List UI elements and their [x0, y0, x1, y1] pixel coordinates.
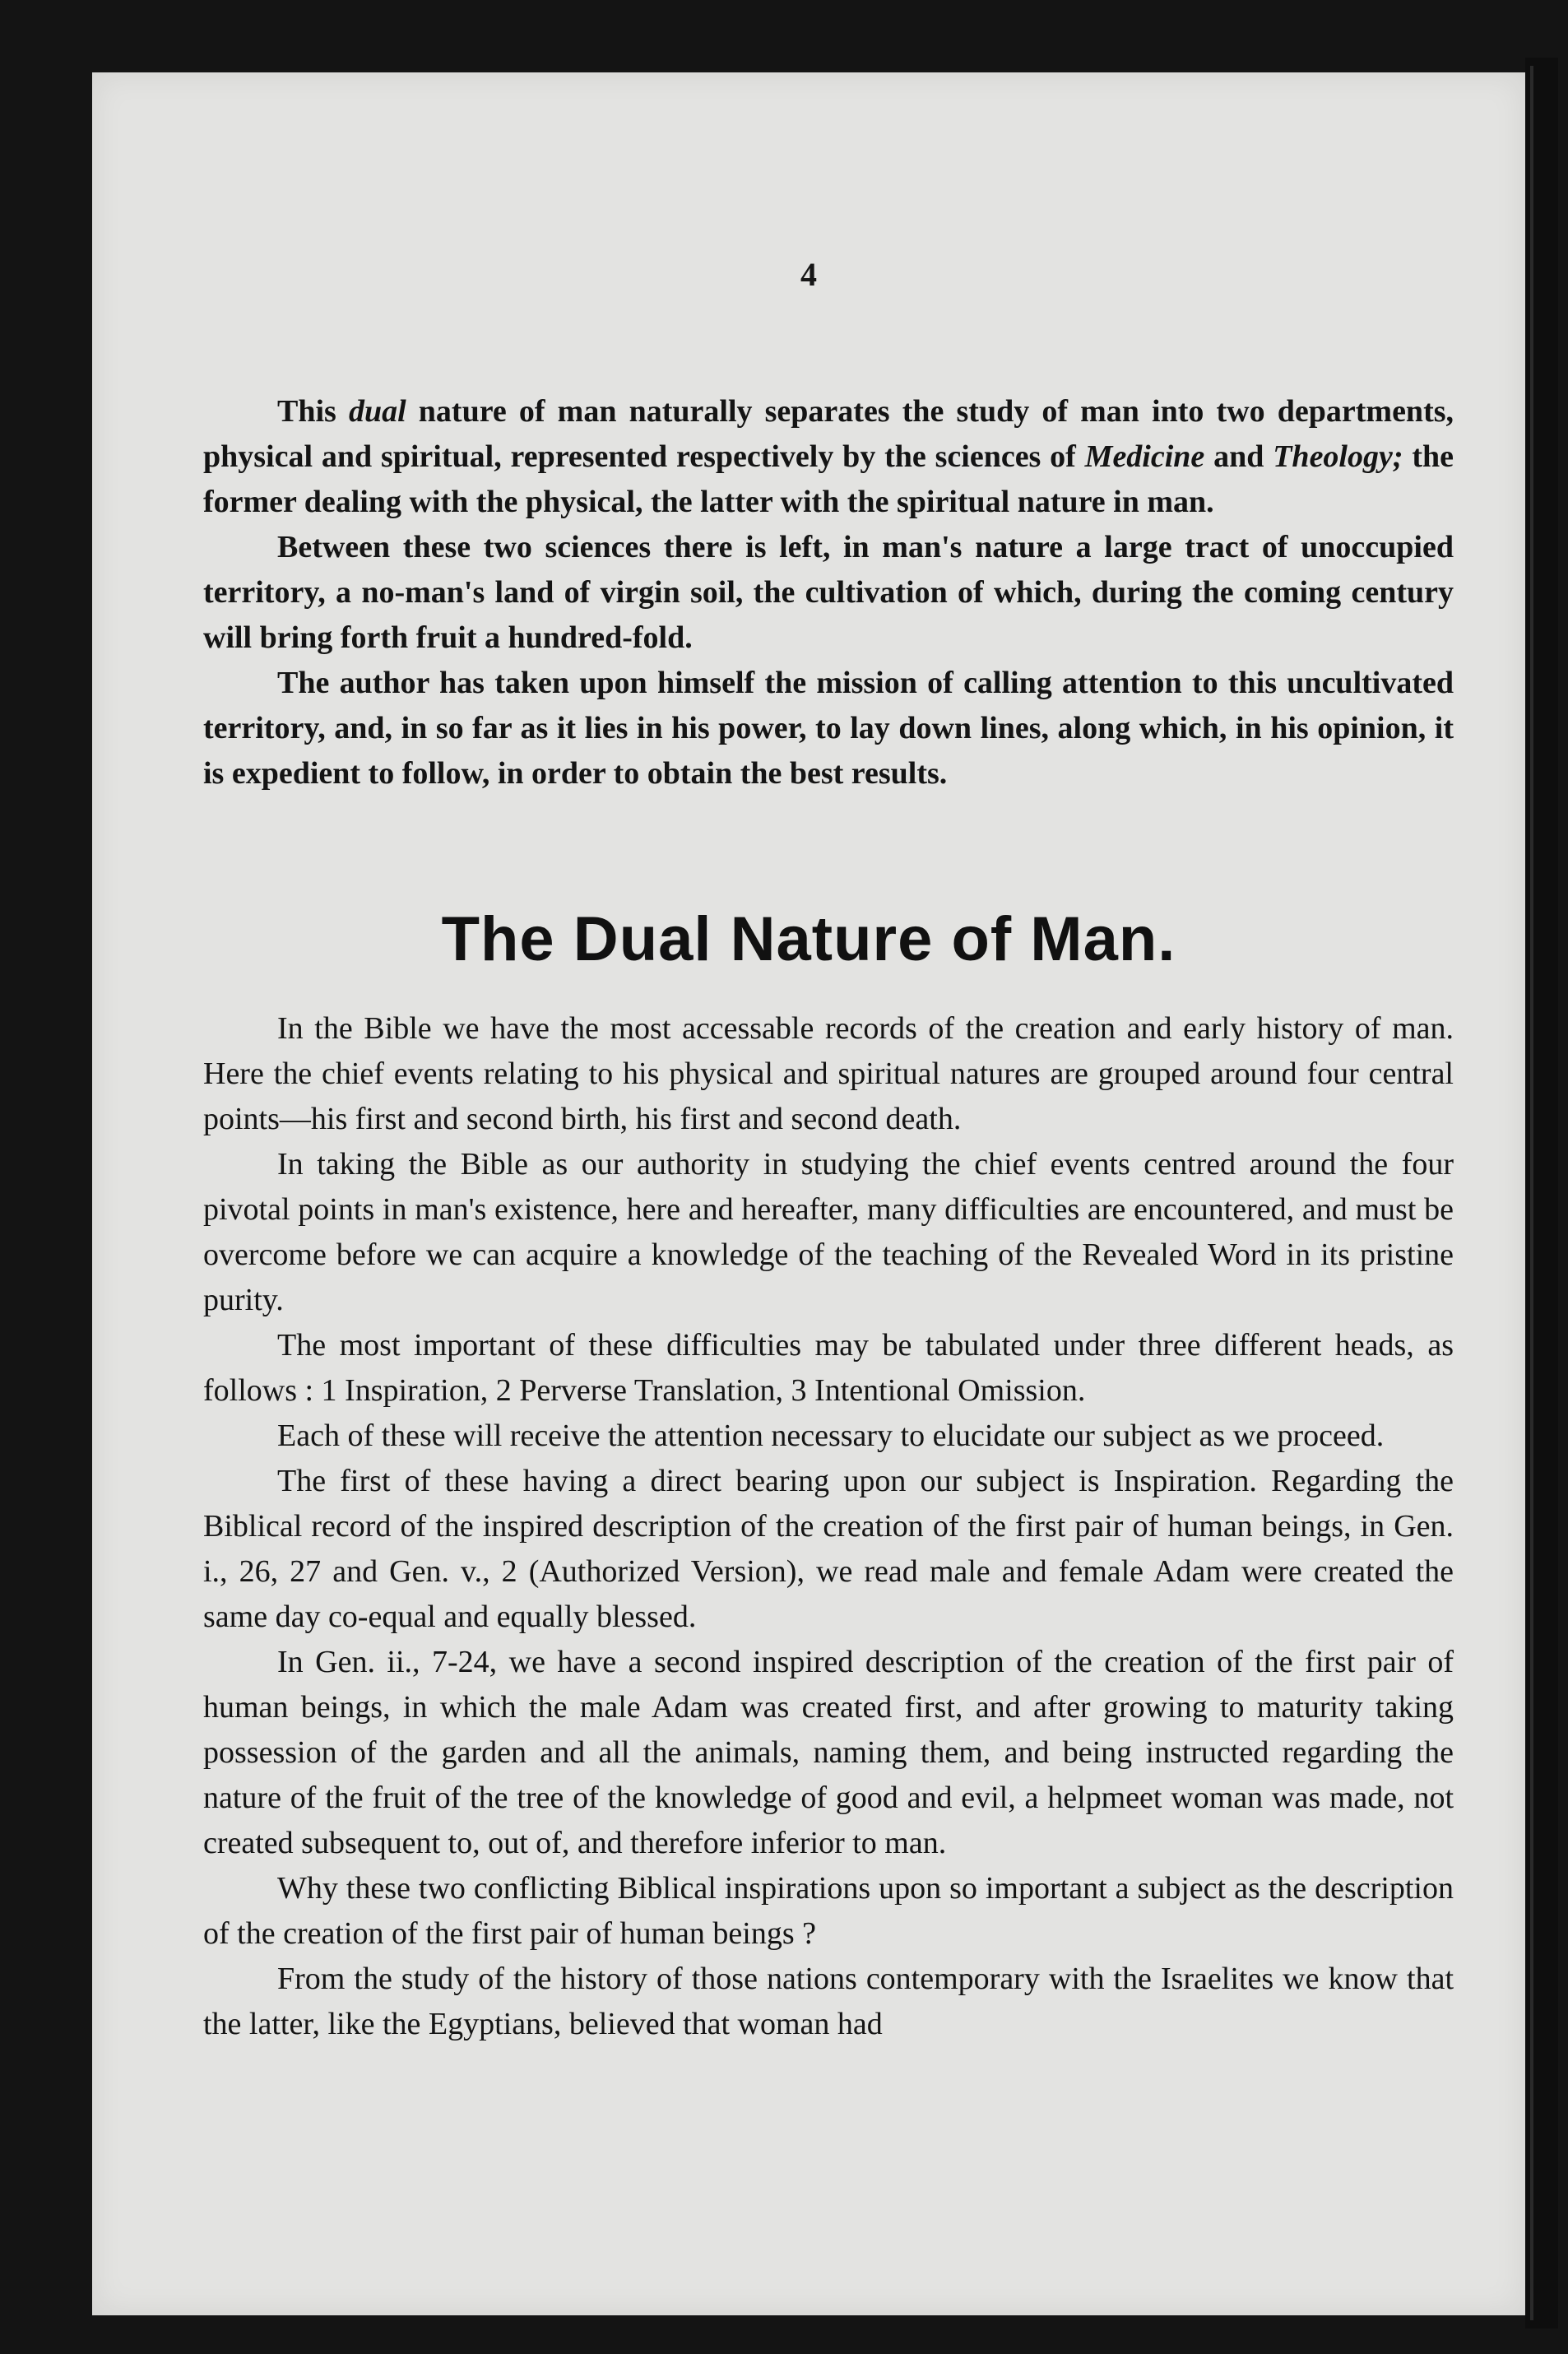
intro-section	[203, 389, 1454, 796]
body-paragraph: Each of these will receive the attention necessary to elucidate our subject as we proceed.	[277, 1418, 1385, 1453]
body-paragraph: The most important of these difficulties may be tabulated under three different heads, as follows : 1 Inspiration, 2 Perverse Translation, 3 Intentional Omission.	[203, 1328, 1454, 1408]
intro-text: the former dealing with the physical, the latter with the spiritual nature in man.	[203, 439, 1454, 519]
body-paragraph: Why these two conflicting Biblical inspirations upon so important a subject as the description of the creation of the first pair of human beings ?	[203, 1871, 1454, 1951]
body-paragraph: The first of these having a direct bearing upon our subject is Inspiration. Regarding the Biblical record of the inspired description of the creation of the first pair of human beings, in Gen. i., 26, 27 and Gen. v., 2 (Authorized Version), we read male and female Adam were created the same day co-equal and equally blessed.	[203, 1464, 1454, 1634]
page-number: 4	[800, 256, 817, 293]
document-page	[92, 72, 1525, 2315]
body-section	[203, 1006, 1454, 2047]
emphasis-medicine: Medicine	[1084, 439, 1205, 474]
body-paragraph: In taking the Bible as our authority in studying the chief events centred around the four pivotal points in man's existence, here and hereafter, many difficulties are encountered, and must be overcome before we can acquire a knowledge of the teaching of the Revealed Word in its pristine purity.	[203, 1147, 1454, 1317]
intro-text: This	[277, 394, 349, 429]
body-paragraph: From the study of the history of those nations contemporary with the Israelites we know that the latter, like the Egyptians, believed that woman had	[203, 1962, 1454, 2041]
intro-text: and	[1204, 439, 1273, 474]
emphasis-theology: Theology;	[1273, 439, 1403, 474]
intro-paragraph	[203, 389, 1454, 525]
body-paragraph: In Gen. ii., 7-24, we have a second inspired description of the creation of the first pair of human beings, in which the male Adam was created first, and after growing to maturity taking possession of the garden and all the animals, naming them, and being instructed regarding the nature of the fruit of the tree of the knowledge of good and evil, a helpmeet woman was made, not created subsequent to, out of, and therefore inferior to man.	[203, 1645, 1454, 1860]
section-heading: The Dual Nature of Man.	[441, 904, 1176, 974]
intro-text: nature of man naturally separates the study of man into two departments, physical and spiritual, represented respectively by the sciences of	[203, 394, 1454, 474]
intro-paragraph: The author has taken upon himself the mission of calling attention to this uncultivated territory, and, in so far as it lies in his power, to lay down lines, along which, in his opinion, it is expedient to follow, in order to obtain the best results.	[203, 666, 1454, 791]
intro-paragraph: Between these two sciences there is left, in man's nature a large tract of unoccupied territory, a no-man's land of virgin soil, the cultivation of which, during the coming century will bring forth fruit a hundred-fold.	[203, 530, 1454, 655]
body-paragraph: In the Bible we have the most accessable records of the creation and early history of man. Here the chief events relating to his physical and spiritual natures are grouped around four central points—his first and second birth, his first and second death.	[203, 1011, 1454, 1136]
page-edge-line	[1530, 66, 1533, 2320]
emphasis-dual: dual	[348, 394, 406, 429]
